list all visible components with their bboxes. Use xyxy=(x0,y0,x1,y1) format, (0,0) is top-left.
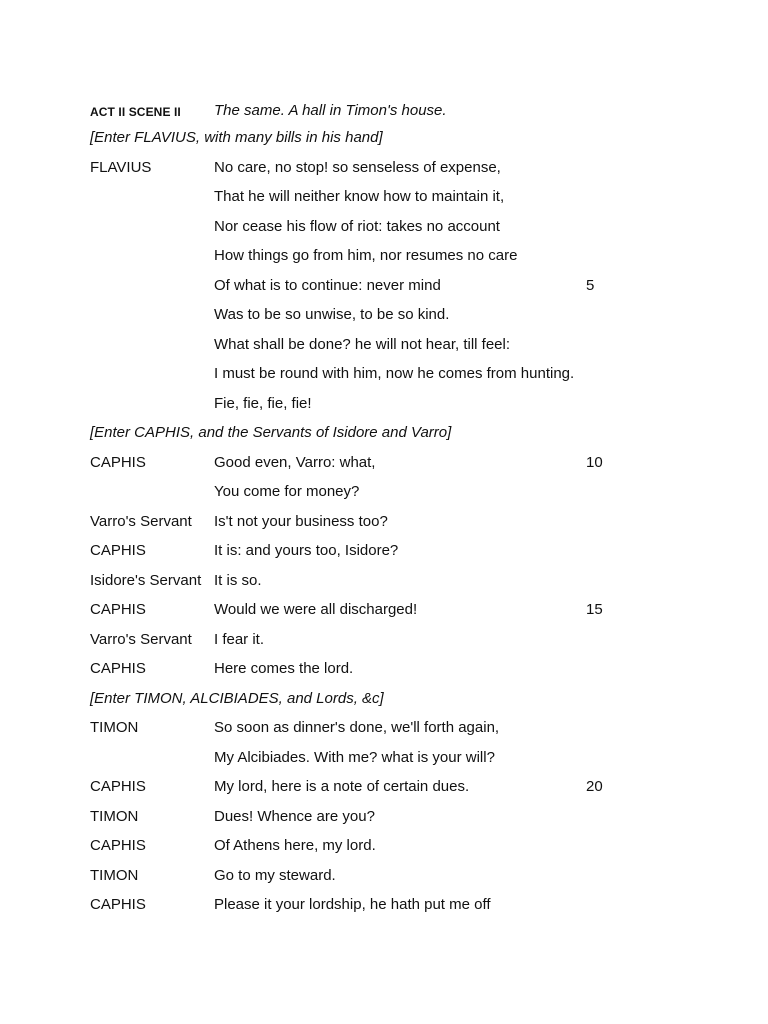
dialogue-line xyxy=(0,831,768,861)
verse-text: It is so. xyxy=(214,571,262,589)
speaker-name: CAPHIS xyxy=(90,542,146,559)
dialogue-line xyxy=(0,772,768,802)
dialogue-line xyxy=(0,300,768,330)
scene-setting: The same. A hall in Timon's house. xyxy=(214,102,447,119)
line-number: 5 xyxy=(586,276,595,294)
verse-text: My Alcibiades. With me? what is your will? xyxy=(214,748,495,766)
line-number: 10 xyxy=(586,453,603,471)
speaker-name: Varro's Servant xyxy=(90,630,192,648)
verse-text: It is: and yours too, Isidore? xyxy=(214,542,399,559)
speaker-name: CAPHIS xyxy=(90,837,146,854)
verse-text: Good even, Varro: what, xyxy=(214,453,376,471)
dialogue-line xyxy=(0,448,768,478)
dialogue-line xyxy=(0,330,768,360)
dialogue-line xyxy=(0,389,768,419)
line-number: 15 xyxy=(586,601,603,618)
verse-text: Please it your lordship, he hath put me off xyxy=(214,896,491,913)
dialogue-line xyxy=(0,743,768,773)
verse-text: Nor cease his flow of riot: takes no account xyxy=(214,217,500,235)
speaker-name: CAPHIS xyxy=(90,660,146,677)
dialogue-line xyxy=(0,536,768,566)
verse-text: That he will neither know how to maintain it, xyxy=(214,188,505,205)
dialogue-line xyxy=(0,477,768,507)
verse-text: I must be round with him, now he comes from hunting. xyxy=(214,365,575,382)
stage-direction: [Enter CAPHIS, and the Servants of Isidore and Varro] xyxy=(90,424,452,441)
dialogue-line xyxy=(0,861,768,891)
verse-text: Of what is to continue: never mind xyxy=(214,276,441,294)
speaker-name: Isidore's Servant xyxy=(90,571,202,589)
dialogue-line xyxy=(0,507,768,537)
stage-direction: [Enter FLAVIUS, with many bills in his hand] xyxy=(90,129,383,146)
act-scene-label: ACT II SCENE II xyxy=(90,105,181,119)
speaker-name: CAPHIS xyxy=(90,453,146,471)
dialogue-line xyxy=(0,359,768,389)
stage-direction: [Enter TIMON, ALCIBIADES, and Lords, &c] xyxy=(90,689,384,707)
speaker-name: TIMON xyxy=(90,807,139,825)
verse-text: No care, no stop! so senseless of expense, xyxy=(214,158,501,176)
speaker-name: CAPHIS xyxy=(90,896,146,913)
speaker-name: TIMON xyxy=(90,866,139,884)
speaker-name: FLAVIUS xyxy=(90,158,152,176)
verse-text: What shall be done? he will not hear, till feel: xyxy=(214,335,511,353)
verse-text: My lord, here is a note of certain dues. xyxy=(214,778,470,795)
dialogue-line xyxy=(0,890,768,920)
line-number: 20 xyxy=(586,778,603,795)
dialogue-line xyxy=(0,271,768,301)
dialogue-line xyxy=(0,566,768,596)
verse-text: You come for money? xyxy=(214,483,360,500)
verse-text: I fear it. xyxy=(214,630,265,648)
verse-text: Dues! Whence are you? xyxy=(214,807,375,825)
speaker-name: TIMON xyxy=(90,719,139,736)
speaker-name: CAPHIS xyxy=(90,601,146,618)
dialogue-line xyxy=(0,241,768,271)
dialogue-line xyxy=(0,802,768,832)
scene-header xyxy=(0,99,768,123)
dialogue-line xyxy=(0,153,768,183)
verse-text: Would we were all discharged! xyxy=(214,601,418,618)
verse-text: Was to be so unwise, to be so kind. xyxy=(214,306,450,323)
dialogue-line xyxy=(0,595,768,625)
speaker-name: Varro's Servant xyxy=(90,512,192,530)
dialogue-line xyxy=(0,182,768,212)
verse-text: Is't not your business too? xyxy=(214,512,388,530)
dialogue-line xyxy=(0,654,768,684)
dialogue-line xyxy=(0,212,768,242)
verse-text: Go to my steward. xyxy=(214,866,336,884)
speaker-name: CAPHIS xyxy=(90,778,146,795)
verse-text: Here comes the lord. xyxy=(214,660,354,677)
verse-text: How things go from him, nor resumes no care xyxy=(214,247,518,264)
verse-text: So soon as dinner's done, we'll forth again, xyxy=(214,719,500,736)
dialogue-line xyxy=(0,713,768,743)
verse-text: Of Athens here, my lord. xyxy=(214,837,376,854)
dialogue-line xyxy=(0,625,768,655)
script-body xyxy=(0,123,768,920)
verse-text: Fie, fie, fie, fie! xyxy=(214,394,312,412)
